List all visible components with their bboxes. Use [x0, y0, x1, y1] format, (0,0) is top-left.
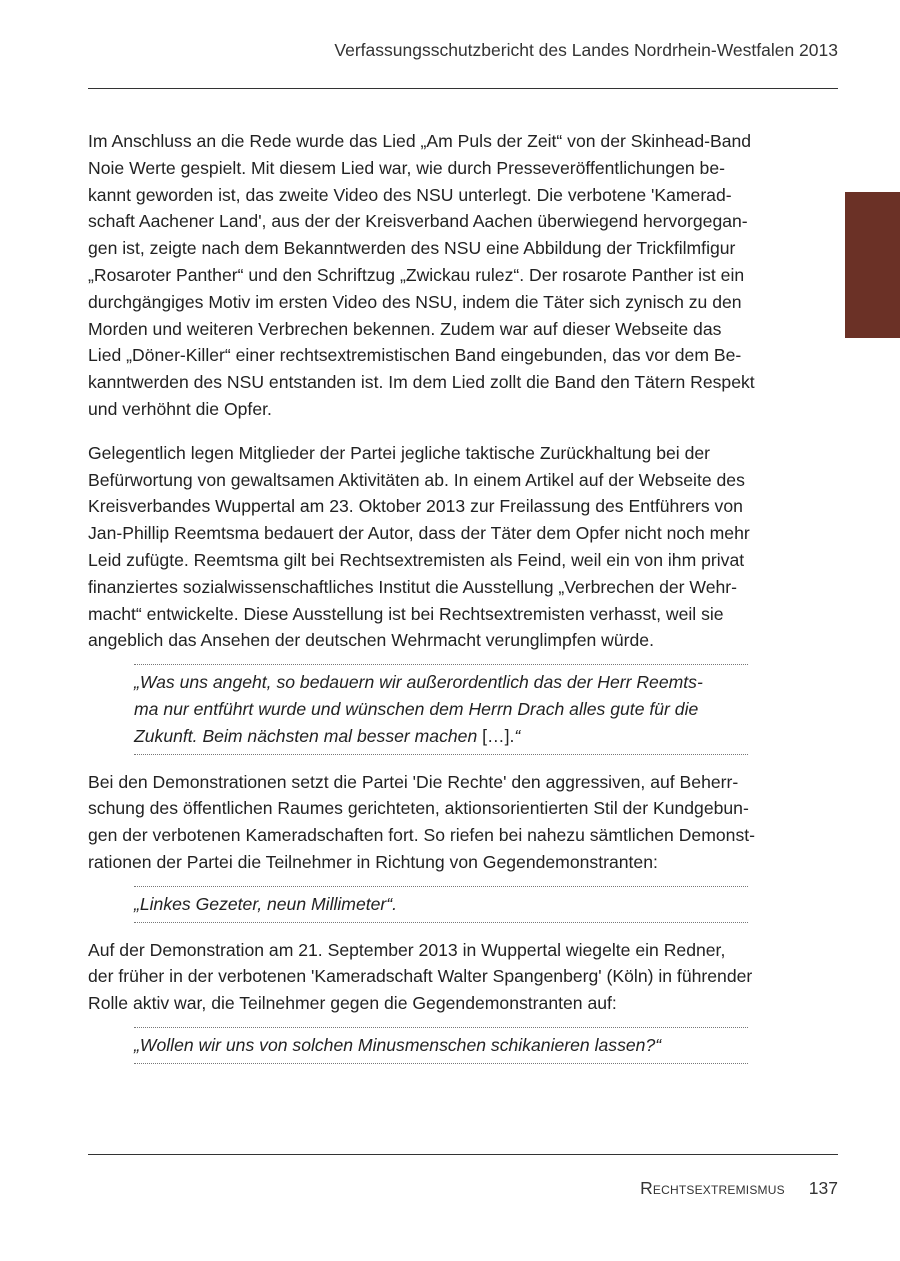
running-footer [88, 1178, 838, 1199]
paragraph-line: Bei den Demonstrationen setzt die Partei 'Die Rechte' den aggressiven, auf Beherr- [88, 771, 739, 792]
paragraph-line: Im Anschluss an die Rede wurde das Lied „Am Puls der Zeit“ von der Skinhead-Band [88, 131, 752, 151]
paragraph-2 [88, 440, 808, 654]
quote-omission: […]. [482, 725, 515, 746]
header-title: Verfassungsschutzbericht des Landes Nordrhein-Westfalen 2013 [334, 40, 838, 60]
paragraph-line: finanziertes sozialwissenschaftliches Institut die Ausstellung „Verbrechen der Wehr- [88, 576, 738, 597]
quote-line [134, 723, 748, 750]
paragraph-line: Noie Werte gespielt. Mit diesem Lied war, wie durch Presseveröffentlichungen be- [88, 157, 725, 178]
paragraph-1 [88, 128, 808, 423]
paragraph-line: Lied „Döner-Killer“ einer rechtsextremistischen Band eingebunden, das vor dem Be- [88, 345, 742, 366]
block-quote-3 [134, 1027, 748, 1064]
block-quote-2 [134, 886, 748, 923]
block-quote-1 [134, 664, 748, 754]
running-header [88, 40, 838, 61]
quote-line: „Wollen wir uns von solchen Minusmenschen schikanieren lassen?“ [134, 1034, 662, 1055]
paragraph-line: durchgängiges Motiv im ersten Video des NSU, indem die Täter sich zynisch zu den [88, 291, 742, 312]
paragraph-line: Jan-Phillip Reemtsma bedauert der Autor, dass der Täter dem Opfer nicht noch mehr [88, 523, 750, 544]
page-body [88, 128, 808, 1078]
paragraph-line: kanntwerden des NSU entstanden ist. Im dem Lied zollt die Band den Tätern Respekt [88, 372, 755, 393]
paragraph-line: „Rosaroter Panther“ und den Schriftzug „Zwickau rulez“. Der rosarote Panther ist ein [88, 264, 745, 285]
paragraph-line: rationen der Partei die Teilnehmer in Richtung von Gegendemonstranten: [88, 851, 658, 872]
paragraph-line: Auf der Demonstration am 21. September 2013 in Wuppertal wiegelte ein Redner, [88, 939, 726, 960]
chapter-thumb-tab [845, 192, 900, 338]
quote-text: Zukunft. Beim nächsten mal besser machen [134, 725, 483, 746]
paragraph-line: macht“ entwickelte. Diese Ausstellung ist bei Rechtsextremisten verhasst, weil sie [88, 603, 724, 624]
paragraph-line: Gelegentlich legen Mitglieder der Partei jegliche taktische Zurückhaltung bei der [88, 442, 710, 463]
footer-rule [88, 1154, 838, 1155]
paragraph-line: gen ist, zeigte nach dem Bekanntwerden des NSU eine Abbildung der Trickfilmfigur [88, 238, 736, 259]
paragraph-line: gen der verbotenen Kameradschaften fort. So riefen bei nahezu sämtlichen Demonst- [88, 825, 755, 846]
paragraph-line: Kreisverbandes Wuppertal am 23. Oktober 2013 zur Freilassung des Entführers von [88, 496, 743, 517]
paragraph-line: Morden und weiteren Verbrechen bekennen. Zudem war auf dieser Webseite das [88, 318, 722, 339]
footer-section-label: Rechtsextremismus [640, 1178, 785, 1198]
quote-line: „Was uns angeht, so bedauern wir außerordentlich das der Herr Reemts- [134, 672, 703, 693]
paragraph-line: schaft Aachener Land', aus der der Kreisverband Aachen überwiegend hervorgegan- [88, 211, 748, 232]
paragraph-line: schung des öffentlichen Raumes gerichteten, aktionsorientierten Stil der Kundgebun- [88, 798, 749, 819]
paragraph-line: Leid zufügte. Reemtsma gilt bei Rechtsextremisten als Feind, weil ein von ihm privat [88, 549, 745, 570]
paragraph-3 [88, 769, 808, 876]
paragraph-line: der früher in der verbotenen 'Kameradschaft Walter Spangenberg' (Köln) in führender [88, 966, 753, 987]
paragraph-4 [88, 937, 808, 1017]
paragraph-line: Rolle aktiv war, die Teilnehmer gegen die Gegendemonstranten auf: [88, 993, 617, 1014]
quote-line: „Linkes Gezeter, neun Millimeter“. [134, 893, 398, 914]
quote-line: ma nur entführt wurde und wünschen dem Herrn Drach alles gute für die [134, 698, 699, 719]
paragraph-line: und verhöhnt die Opfer. [88, 398, 272, 419]
paragraph-line: kannt geworden ist, das zweite Video des NSU unterlegt. Die verbotene 'Kamerad- [88, 184, 732, 205]
page-number: 137 [808, 1178, 838, 1198]
header-rule [88, 88, 838, 89]
paragraph-line: angeblich das Ansehen der deutschen Wehrmacht verunglimpfen würde. [88, 630, 654, 651]
quote-closing-mark: “ [514, 725, 521, 746]
paragraph-line: Befürwortung von gewaltsamen Aktivitäten ab. In einem Artikel auf der Webseite des [88, 469, 745, 490]
